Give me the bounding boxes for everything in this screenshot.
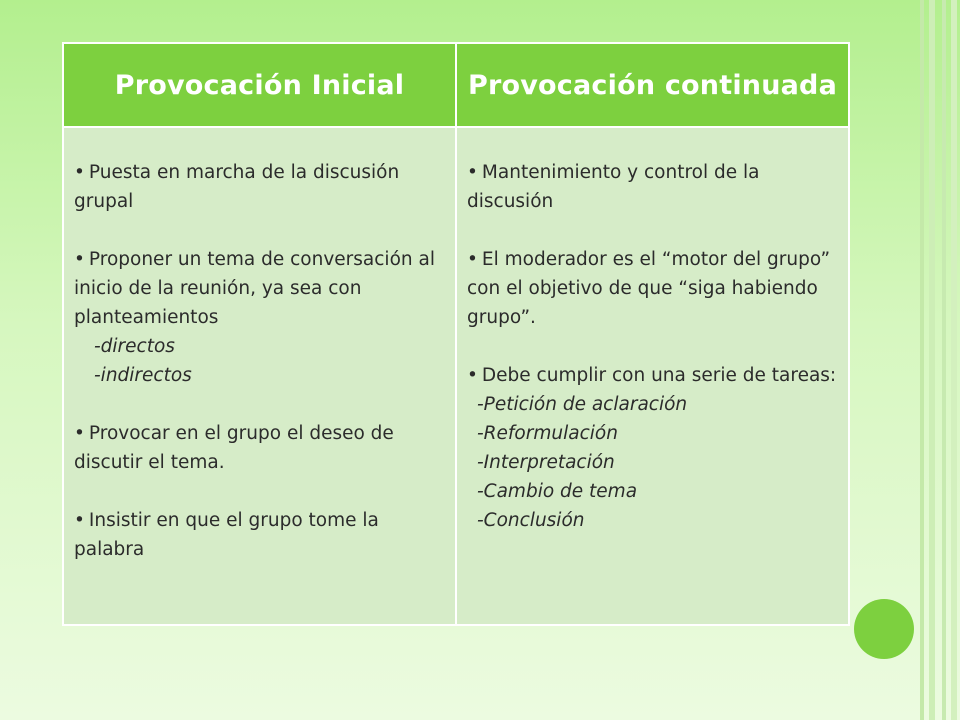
bullet-icon: • [74,162,85,183]
bullet-icon: • [467,249,478,270]
list-item [467,361,838,390]
sub-item: -Cambio de tema [477,481,638,502]
stripe [951,0,957,720]
list-item [74,245,445,332]
list-item-text: Insistir en que el grupo tome la palabra [74,510,379,560]
comparison-table [62,42,850,626]
stripe [942,0,946,720]
right-cell [456,127,849,625]
stripe [920,0,924,720]
header-provocacion-inicial: Provocación Inicial [63,43,456,127]
decorative-circle-icon [854,599,914,659]
sub-item: -Reformulación [477,423,618,444]
sub-item: -Conclusión [477,510,585,531]
bullet-icon: • [467,365,478,386]
sub-item: -indirectos [94,365,192,386]
sub-item: -directos [94,336,175,357]
header-provocacion-continuada: Provocación continuada [456,43,849,127]
bullet-icon: • [467,162,478,183]
bullet-icon: • [74,510,85,531]
decorative-stripes [920,0,960,720]
bullet-icon: • [74,423,85,444]
sub-item: -Interpretación [477,452,615,473]
list-item [74,158,445,216]
sub-item: -Petición de aclaración [477,394,688,415]
table-body-row [63,127,849,625]
list-item-text: Provocar en el grupo el deseo de discutir el tema. [74,423,394,473]
sub-list [467,390,838,535]
list-item-text: El moderador es el “motor del grupo” con el objetivo de que “siga habiendo grupo”. [467,249,831,328]
sub-list [74,332,445,390]
list-item-text: Debe cumplir con una serie de tareas: [481,365,837,386]
list-item [74,506,445,564]
table-header-row [63,43,849,127]
bullet-icon: • [74,249,85,270]
list-item [467,245,838,332]
left-cell [63,127,456,625]
list-item-text: Proponer un tema de conversación al inicio de la reunión, ya sea con planteamientos [74,249,435,328]
list-item-text: Puesta en marcha de la discusión grupal [74,162,400,212]
stripe [929,0,935,720]
list-item [74,419,445,477]
list-item-text: Mantenimiento y control de la discusión [467,162,760,212]
list-item [467,158,838,216]
